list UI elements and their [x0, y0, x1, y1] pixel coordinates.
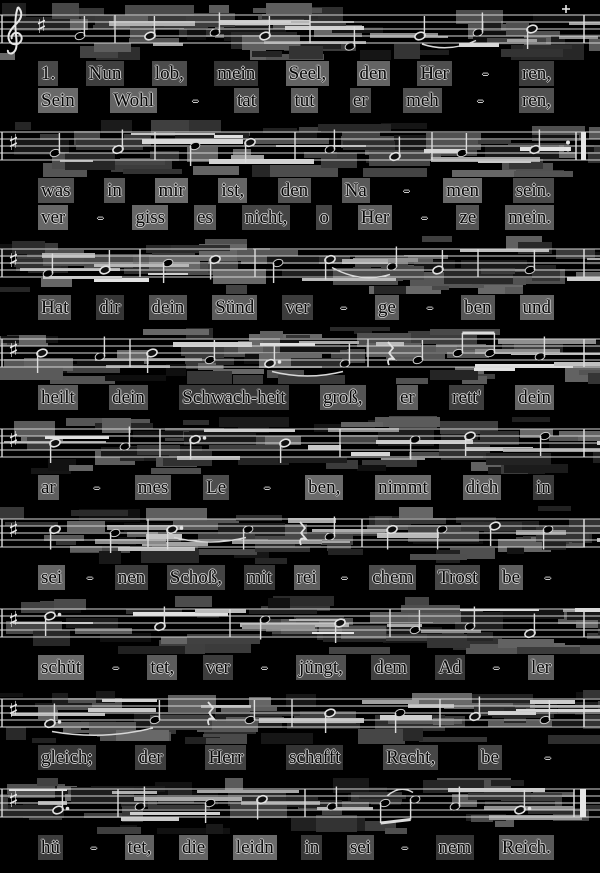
staff-svg — [0, 416, 600, 474]
background-mottle — [6, 596, 600, 654]
lyric-word: dein — [149, 295, 188, 320]
lyric-word: tat — [234, 88, 259, 113]
lyric-word: Schwach-heit — [179, 385, 288, 410]
note — [94, 337, 106, 362]
lyric-hyphen: - — [403, 180, 410, 201]
lyric-word: in — [301, 835, 322, 860]
lyric-word: schüt — [38, 655, 84, 680]
lyric-hyphen: - — [93, 477, 100, 498]
staff-system-3 — [0, 236, 600, 321]
lyric-word: Sein — [38, 88, 78, 113]
key-signature-sharp: ♯ — [8, 518, 19, 543]
staff-system-6 — [0, 506, 600, 591]
lyric-word: er — [350, 88, 371, 113]
lyric-word: und — [520, 295, 555, 320]
lyric-line — [0, 384, 600, 411]
lyric-word: Nun — [86, 61, 125, 86]
lyric-line — [0, 177, 600, 204]
lyric-hyphen: - — [192, 90, 199, 111]
lyric-line — [0, 60, 600, 87]
lyric-word: ar — [38, 475, 59, 500]
lyric-word: groß, — [320, 385, 366, 410]
lyric-hyphen: - — [90, 837, 97, 858]
lyric-word: ler — [528, 655, 554, 680]
lyric-word: Na — [342, 178, 370, 203]
staff-svg — [0, 596, 600, 654]
staff-svg — [0, 326, 600, 384]
lyric-word: ver — [38, 205, 68, 230]
lyric-word: 1. — [38, 61, 58, 86]
lyric-word: es — [194, 205, 216, 230]
background-mottle — [4, 416, 600, 474]
lyric-word: meh — [403, 88, 442, 113]
staff-system-1 — [0, 2, 600, 114]
key-signature-sharp: ♯ — [36, 14, 47, 39]
lyric-word: mes — [135, 475, 172, 500]
lyric-word: ge — [375, 295, 399, 320]
staff-svg — [0, 506, 600, 564]
note — [204, 798, 216, 823]
lyric-word: schafft — [286, 745, 343, 770]
lyric-word: dein — [515, 385, 554, 410]
lyric-line — [0, 654, 600, 681]
lyric-word: Recht, — [383, 745, 438, 770]
key-signature-sharp: ♯ — [8, 608, 19, 633]
lyric-word: ren, — [519, 88, 554, 113]
lyric-word: der — [135, 745, 165, 770]
lyric-word: ren, — [519, 61, 554, 86]
note — [326, 787, 338, 812]
staff-svg — [0, 686, 600, 744]
lyric-word: o — [316, 205, 332, 230]
note — [149, 700, 161, 725]
staff-svg — [0, 119, 600, 177]
staff-system-5 — [0, 416, 600, 501]
lyric-word: Trost — [435, 565, 480, 590]
lyric-hyphen: - — [477, 90, 484, 111]
lyric-line — [0, 474, 600, 501]
lyric-word: mein — [214, 61, 258, 86]
lyric-word: was — [38, 178, 74, 203]
note — [379, 798, 391, 823]
background-mottle — [0, 236, 600, 294]
lyric-word: er — [397, 385, 418, 410]
note — [409, 795, 421, 820]
lyric-word: dich — [463, 475, 502, 500]
lyric-hyphen: - — [341, 567, 348, 588]
lyric-word: tet, — [147, 655, 177, 680]
staff-svg — [0, 2, 600, 60]
lyric-word: Her — [417, 61, 451, 86]
staff-system-2 — [0, 119, 600, 231]
lyric-hyphen: - — [401, 837, 408, 858]
lyric-word: dir — [96, 295, 123, 320]
lyric-word: die — [179, 835, 208, 860]
lyric-word: be — [499, 565, 523, 590]
lyric-word: Her — [358, 205, 392, 230]
lyric-word: Reich. — [499, 835, 554, 860]
key-signature-sharp: ♯ — [8, 248, 19, 273]
lyric-word: Le — [203, 475, 229, 500]
key-signature-sharp: ♯ — [8, 338, 19, 363]
lyric-word: rett' — [449, 385, 484, 410]
lyric-hyphen: - — [261, 657, 268, 678]
lyric-word: mein. — [505, 205, 554, 230]
lyric-word: giss — [132, 205, 168, 230]
lyric-line — [0, 87, 600, 114]
staff-system-9 — [0, 776, 600, 861]
staff-system-8 — [0, 686, 600, 771]
lyric-word: Herr — [205, 745, 246, 770]
lyric-word: sei — [38, 565, 65, 590]
background-mottle — [0, 778, 600, 834]
background-mottle — [0, 506, 600, 564]
lyric-hyphen: - — [493, 657, 500, 678]
lyric-hyphen: - — [86, 567, 94, 588]
background-mottle — [0, 3, 600, 60]
lyric-word: sei — [347, 835, 374, 860]
lyric-word: ze — [456, 205, 479, 230]
lyric-word: sein. — [513, 178, 554, 203]
lyric-hyphen: - — [426, 297, 434, 318]
lyric-word: tet, — [125, 835, 155, 860]
lyric-word: nimmt — [375, 475, 431, 500]
lyric-word: lob, — [152, 61, 187, 86]
lyric-line — [0, 564, 600, 591]
lyric-word: Hat — [38, 295, 71, 320]
lyric-word: hü — [38, 835, 63, 860]
lyric-word: gleich; — [38, 745, 96, 770]
lyric-word: ben, — [305, 475, 343, 500]
lyric-word: tut — [291, 88, 317, 113]
lyric-hyphen: - — [340, 297, 347, 318]
lyric-word: be — [478, 745, 502, 770]
lyric-hyphen: - — [264, 477, 271, 498]
staff-system-4 — [0, 326, 600, 411]
lyric-line — [0, 744, 600, 771]
staff-system-7 — [0, 596, 600, 681]
lyric-word: Sünd — [212, 295, 257, 320]
lyric-word: mir — [155, 178, 187, 203]
lyric-word: ben — [461, 295, 494, 320]
lyric-hyphen: - — [544, 747, 551, 768]
lyric-word: nicht, — [242, 205, 291, 230]
lyric-word: men — [443, 178, 482, 203]
lyric-line — [0, 204, 600, 231]
lyric-word: Schoß, — [167, 565, 225, 590]
lyric-word: Ad — [435, 655, 464, 680]
lyric-hyphen: - — [482, 63, 489, 84]
lyric-hyphen: - — [544, 567, 551, 588]
lyric-word: den — [278, 178, 311, 203]
lyric-word: in — [533, 475, 554, 500]
lyric-hyphen: - — [112, 657, 119, 678]
lyric-word: ist, — [218, 178, 247, 203]
background-mottle — [14, 120, 600, 177]
lyric-line — [0, 294, 600, 321]
lyric-word: Wohl — [110, 88, 157, 113]
beam — [381, 820, 411, 824]
lyric-word: ver — [203, 655, 233, 680]
lyric-word: mit — [244, 565, 275, 590]
key-signature-sharp: ♯ — [8, 788, 19, 813]
lyric-word: nen — [115, 565, 148, 590]
lyric-word: in — [104, 178, 125, 203]
lyric-word: jüngt, — [296, 655, 346, 680]
lyric-word: ver — [282, 295, 312, 320]
key-signature-sharp: ♯ — [8, 428, 19, 453]
lyric-word: rei — [294, 565, 320, 590]
staff-svg — [0, 776, 600, 834]
lyric-word: chem — [369, 565, 416, 590]
lyric-word: Seel, — [286, 61, 329, 86]
lyric-word: heilt — [38, 385, 78, 410]
lyric-word: dem — [371, 655, 410, 680]
lyric-hyphen: - — [97, 207, 104, 228]
lyric-hyphen: - — [421, 207, 428, 228]
lyric-word: den — [357, 61, 390, 86]
lyric-word: dein — [109, 385, 148, 410]
staff-svg — [0, 236, 600, 294]
lyric-word: nem — [436, 835, 475, 860]
lyric-line — [0, 834, 600, 861]
key-signature-sharp: ♯ — [8, 131, 19, 156]
lyric-word: leidn — [233, 835, 277, 860]
plus-mark — [562, 5, 570, 13]
key-signature-sharp: ♯ — [8, 698, 19, 723]
